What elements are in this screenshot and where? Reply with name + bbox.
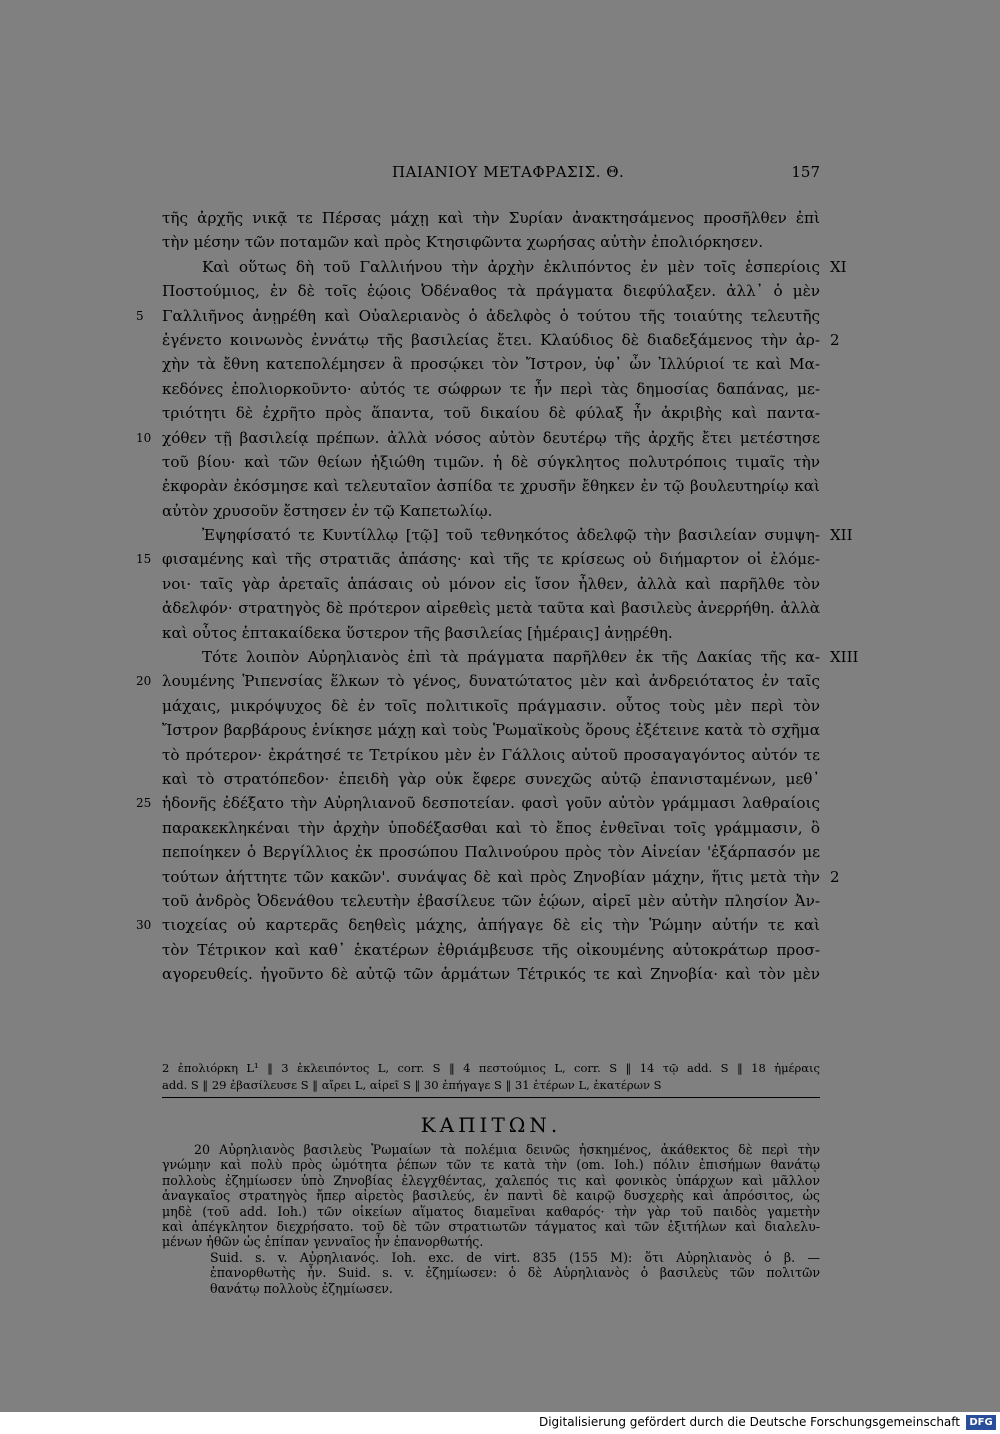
line-text: Γαλλιῆνος ἀνῃρέθη καὶ Οὐαλεριανὸς ὁ ἀδελφὸς ὁ τούτου τῆς τοιαύτης τελευτῆς [162,306,820,325]
critical-apparatus [162,1060,820,1094]
margin-note: XI [830,257,847,276]
excerpt-line: Suid. s. v. Αὐρηλιανός. Ioh. exc. de virt. 835 (155 M): ὅτι Αὐρηλιανὸς ὁ β. — [210,1249,820,1265]
line-text: τριότητι δὲ ἐχρῆτο πρὸς ἅπαντα, τοῦ δικαίου δὲ φύλαξ ἦν ἀκριβὴς καὶ παντα- [162,404,820,423]
section-divider [162,1097,820,1098]
line-text: ἡδονῆς ἐδέξατο τὴν Αὐρηλιανοῦ δεσποτείαν. φασὶ γοῦν αὐτὸν γράμμασι λαθραίοις [162,794,820,813]
excerpt-text [162,1142,820,1296]
text-line [162,962,820,986]
text-line [162,352,820,376]
text-line [162,230,820,254]
margin-note: 2 [830,867,840,886]
text-line [136,791,820,815]
excerpt-line: ἀναγκαῖος στρατηγὸς ἤπερ αἱρετὸς βασιλεύς, ἐν παντὶ δὲ καιρῷ δυσχερὴς καὶ ἀπρόσιτος, ὡς [162,1188,820,1204]
line-text: μάχαις, μικρόψυχος δὲ ἐν τοῖς πολιτικοῖς πράγμασιν. οὗτος τοὺς μὲν περὶ τὸν [162,696,820,715]
line-text: παρακεκληκέναι τὴν ἀρχὴν ὑποδέξασθαι καὶ τὸ ἔπος ἐνθεῖναι τοῖς γράμμασιν, ὃ [162,818,820,837]
text-line [136,669,820,693]
text-line [162,816,820,840]
text-line [162,377,820,401]
text-line [162,523,853,547]
excerpt-line: ἐπανορθωτὴς ἦν. Suid. s. v. ἐζημίωσεν: ὁ δὲ Αὐρηλιανὸς ὁ βασιλεὺς τῶν πολιτῶν [210,1265,820,1281]
line-text: Καὶ οὕτως δὴ τοῦ Γαλλιήνου τὴν ἀρχὴν ἐκλιπόντος ἐν μὲν τοῖς ἑσπερίοις [202,257,820,276]
text-line [162,938,820,962]
main-text [136,206,859,987]
text-line [162,694,820,718]
text-line [162,718,820,742]
line-number: 5 [136,308,144,323]
line-text: τὸ πρότερον· ἐκράτησέ τε Τετρίκου μὲν ἐν Γάλλοις αὐτοῦ προσαγαγόντος αὐτόν τε [162,745,820,764]
margin-note: XIII [830,648,859,667]
excerpt-line: θανάτῳ πολλοὺς ἐζημίωσεν. [210,1280,393,1296]
line-text: τοῦ ἀνδρὸς Ὀδενάθου τελευτὴν ἐβασίλευε τῶν ἑῴων, αἱρεῖ μὲν αὐτὴν πλησίον Ἀν- [162,891,820,910]
line-text: φισαμένης καὶ τῆς στρατιᾶς ἁπάσης· καὶ τῆς τε κρίσεως οὐ διήμαρτον οἱ ἑλόμε- [162,550,820,569]
text-line [162,865,840,889]
line-text: χόθεν τῇ βασιλείᾳ πρέπων. ἀλλὰ νόσος αὐτὸν δευτέρῳ τῆς ἀρχῆς ἔτει μετέστησε [162,428,820,447]
funding-notice: Digitalisierung gefördert durch die Deutsche Forschungsgemeinschaft [538,1415,960,1429]
text-line [162,889,820,913]
text-line [162,621,820,645]
line-text: νοι· ταῖς γὰρ ἀρεταῖς ἁπάσαις οὐ μόνον εἰς ἴσον ἦλθεν, ἀλλὰ καὶ παρῆλθε τὸν [162,574,820,593]
line-text: πεποίηκεν ὁ Βεργίλλιος ἐκ προσώπου Παλινούρου πρὸς τὸν Αἰνείαν 'ἐξάρπασόν με [162,843,820,862]
text-line [162,499,820,523]
text-line [162,645,859,669]
text-line [162,401,820,425]
text-line [162,474,820,498]
excerpt-line: μένων ἠθῶν ὡς ἐπίπαν γενναῖος ἦν ἐπανορθωτής. [162,1234,484,1250]
excerpt-line: μηδὲ (τοῦ add. Ioh.) τῶν οἰκείων αἵματος διαμεῖναι καθαρός· τὴν γὰρ τοῦ παιδὸς γαμετὴν [162,1203,820,1219]
running-header [162,163,820,187]
running-title: ΠΑΙΑΝΙΟΥ ΜΕΤΑΦΡΑΣΙΣ. Θ. [392,163,625,181]
text-line [162,767,820,791]
text-line [162,450,820,474]
line-text: αὐτὸν χρυσοῦν ἔστησεν ἐν τῷ Καπετωλίῳ. [162,501,493,520]
line-text: χὴν τὰ ἔθνη κατεπολέμησεν ἃ προσῴκει τὸν Ἴστρον, ὑφ᾽ ὧν Ἰλλύριοί τε καὶ Μα- [162,355,820,374]
text-line [162,840,820,864]
section-heading: ΚΑΠΙΤΩΝ. [420,1113,562,1137]
excerpt-line: 20 Αὐρηλιανὸς βασιλεὺς Ῥωμαίων τὰ πολέμια δεινῶς ἠσκημένος, ἀκάθεκτος δὲ περὶ τὴν [194,1142,820,1157]
line-text: τοῦ βίου· καὶ τῶν θείων ἠξιώθη τιμῶν. ἡ δὲ σύγκλητος πολυτρόποις τιμαῖς τὴν [162,452,820,471]
line-text: ἐγένετο κοινωνὸς ἐννάτῳ τῆς βασιλείας ἔτει. Κλαύδιος δὲ διαδεξάμενος τὴν ἀρ- [162,330,820,349]
line-number: 10 [136,430,152,445]
line-text: Ἴστρον βαρβάρους ἐνίκησε μάχῃ καὶ τοὺς Ῥωμαϊκοὺς ὅρους ἐξέτεινε κατὰ τὸ σχῆμα [162,721,820,740]
line-text: τὴν μέσην τῶν ποταμῶν καὶ πρὸς Κτησιφῶντα χωρήσας αὐτὴν ἐπολιόρκησεν. [162,233,764,252]
text-line [162,255,847,279]
line-text: Ποστούμιος, ἐν δὲ τοῖς ἑῴοις Ὀδέναθος τὰ πράγματα διεφύλαξεν. ἀλλ᾽ ὁ μὲν [162,282,820,301]
line-number: 25 [136,796,152,811]
text-line [136,426,820,450]
line-number: 30 [136,918,152,933]
line-text: τῆς ἀρχῆς νικᾷ τε Πέρσας μάχῃ καὶ τὴν Συρίαν ἀνακτησάμενος προσῆλθεν ἐπὶ [162,209,820,227]
line-text: καὶ τὸ στρατόπεδον· ἐπειδὴ γὰρ οὐκ ἔφερε συνεχῶς αὐτῷ ἐπανισταμένων, μεθ᾽ [162,769,820,788]
text-line [136,304,820,328]
line-number: 20 [136,674,152,689]
footer-bar [0,1412,1000,1434]
line-text: τιοχείας οὐ καρτερᾶς δεηθεὶς μάχης, ἀπήγαγε δὲ εἰς τὴν Ῥώμην αὐτήν τε καὶ [162,916,820,935]
line-number: 15 [136,552,152,567]
excerpt-line: πολλοὺς ἐζημίωσεν ὑπὸ Ζηνοβίας ἐλεγχθέντας, χαλεπός τις καὶ φονικὸς ὑπάρχων καὶ μᾶλλον [162,1172,820,1188]
apparatus-line: 2 ἐπολιόρκη L¹ ‖ 3 ἐκλειπόντος L, corr. S ‖ 4 πεστούμιος L, corr. S ‖ 14 τῷ add. S ‖ 18 ἡμέραις [162,1061,820,1075]
text-line [136,547,820,571]
line-text: καὶ οὗτος ἑπτακαίδεκα ὕστερον τῆς βασιλείας [ἡμέραις] ἀνῃρέθη. [162,623,673,642]
margin-note: 2 [830,330,840,349]
line-text: Τότε λοιπὸν Αὐρηλιανὸς ἐπὶ τὰ πράγματα παρῆλθεν ἐκ τῆς Δακίας τῆς κα- [202,648,820,667]
excerpt-line: γνώμην καὶ πολὺ πρὸς ὠμότητα ῥέπων τῶν τε κατὰ τὴν (om. Ioh.) πόλιν ἐπισήμων θανάτῳ [162,1157,820,1173]
line-text: τὸν Τέτρικον καὶ καθ᾽ ἑκατέρων ἐθριάμβευσε τῆς οἰκουμένης αὐτοκράτωρ προσ- [162,940,820,959]
text-line [162,279,820,303]
line-text: κεδόνες ἐπολιορκοῦντο· αὐτός τε σώφρων τε ἦν περὶ τὰς δημοσίας δαπάνας, με- [162,379,820,398]
text-line [136,913,820,937]
dfg-logo: DFG [966,1415,996,1430]
line-text: ἐκφορὰν ἐκόσμησε καὶ τελευταῖον ἀσπίδα τε χρυσῆν ἔθηκεν ἐν τῷ βουλευτηρίῳ καὶ [162,477,820,496]
margin-note: XII [830,526,853,545]
line-text: ἀδελφόν· στρατηγὸς δὲ πρότερον αἱρεθεὶς μετὰ ταῦτα καὶ βασιλεὺς ἀνερρήθη. ἀλλὰ [162,599,820,618]
line-text: λουμένης Ῥιπενσίας ἕλκων τὸ γένος, δυνατώτατος μὲν καὶ ἀνδρειότατος ἐν ταῖς [162,672,820,691]
text-line [162,596,820,620]
text-line [162,743,820,767]
text-line [162,328,840,352]
text-line [162,572,820,596]
excerpt-line: καὶ ἀπέγκλητον διεχρήσατο. τοῦ δὲ τῶν στρατιωτῶν τάγματος καὶ τῶν ἐξιτήλων καὶ διαλελυ- [162,1219,820,1235]
text-line [162,206,820,230]
line-text: αγορευθείς. ἡγοῦντο δὲ αὐτῷ τῶν ἁρμάτων Τέτρικός τε καὶ Ζηνοβία· καὶ τὸν μὲν [162,965,820,984]
line-text: τούτων ἀήττητε τῶν κακῶν'. συνάψας δὲ καὶ πρὸς Ζηνοβίαν μάχην, ἥτις μετὰ τὴν [162,867,820,886]
line-text: Ἐψηφίσατό τε Κυντίλλῳ [τῷ] τοῦ τεθνηκότος ἀδελφῷ τὴν βασιλείαν συμψη- [202,526,820,545]
page-number: 157 [791,163,820,181]
apparatus-line: add. S ‖ 29 ἐβασίλευσε S ‖ αἴρει L, αἱρεῖ S ‖ 30 ἐπήγαγε S ‖ 31 ἑτέρων L, ἑκατέρων S [162,1078,662,1092]
